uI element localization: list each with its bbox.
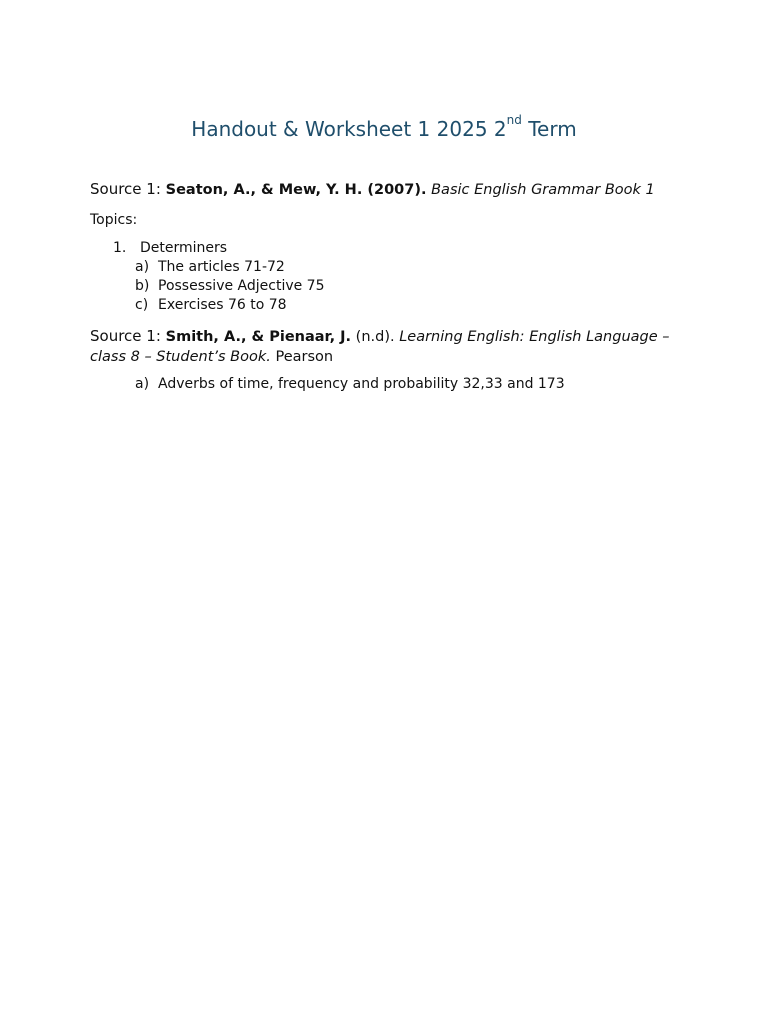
list-item — [135, 258, 325, 277]
source-1-citation — [90, 179, 670, 200]
source-2-book-title: Learning English: English Language – class 8 – Student’s Book. — [90, 329, 670, 365]
source-2-publisher: Pearson — [270, 349, 334, 365]
title-ordinal-suffix: nd — [506, 113, 522, 127]
source-2-lead: Source 1: — [90, 327, 166, 345]
list-item-text: Adverbs of time, frequency and probability 32,33 and 173 — [158, 376, 565, 392]
title-main: Handout & Worksheet 1 2025 2 — [191, 117, 507, 141]
numbered-item-label: Determiners — [140, 240, 228, 256]
list-item — [135, 277, 325, 296]
numbered-item-number: 1. — [113, 240, 127, 256]
source-1-book-title: Basic English Grammar Book 1 — [431, 182, 655, 198]
source-2-authors: Smith, A., & Pienaar, J. — [165, 329, 352, 345]
list-item — [135, 375, 565, 394]
list-item-letter: c) — [135, 297, 149, 313]
source-1-authors: Seaton, A., & Mew, Y. H. (2007). — [165, 182, 427, 198]
list-item — [135, 296, 325, 315]
numbered-item-determiners — [113, 239, 227, 258]
list-item-letter: a) — [135, 376, 150, 392]
adverbs-sub-list — [135, 375, 565, 394]
source-2-citation — [90, 326, 670, 367]
page-title — [0, 113, 768, 142]
source-2-date: (n.d). — [351, 329, 400, 345]
topics-label: Topics: — [90, 212, 138, 228]
list-item-text: The articles 71-72 — [158, 259, 285, 275]
list-item-text: Exercises 76 to 78 — [158, 297, 287, 313]
list-item-letter: b) — [135, 278, 150, 294]
determiners-sub-list — [135, 258, 325, 315]
list-item-letter: a) — [135, 259, 150, 275]
title-tail: Term — [521, 117, 577, 141]
list-item-text: Possessive Adjective 75 — [158, 278, 325, 294]
source-1-lead: Source 1: — [90, 180, 166, 198]
